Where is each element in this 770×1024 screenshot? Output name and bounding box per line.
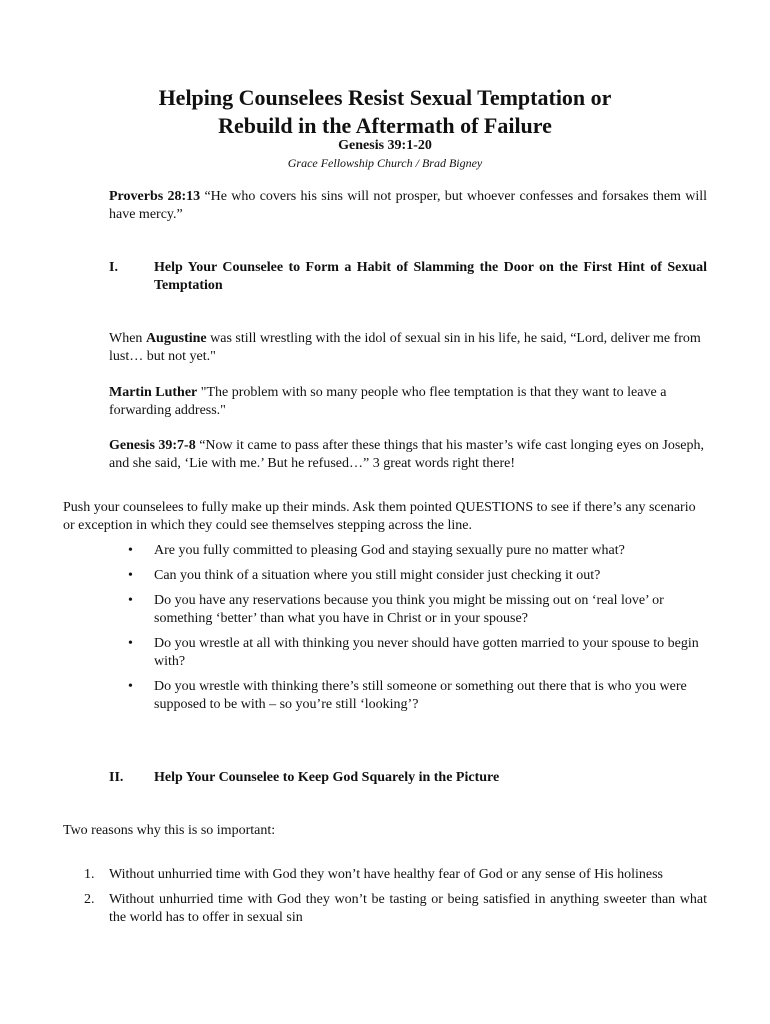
list-item <box>126 592 707 628</box>
list-item <box>126 635 707 671</box>
reasons-list <box>84 866 707 934</box>
push-paragraph: Push your counselees to fully make up their minds. Ask them pointed QUESTIONS to see if there’s any scenario or exception in which they could see themselves stepping across the line. <box>63 500 696 533</box>
augustine-paragraph <box>109 330 707 366</box>
reasons-intro: Two reasons why this is so important: <box>63 823 276 838</box>
scripture-reference: Genesis 39:1-20 <box>338 138 432 153</box>
proverbs-quote <box>109 188 707 224</box>
bullet-icon: • <box>128 568 133 583</box>
question-text: Are you fully committed to pleasing God and staying sexually pure no matter what? <box>154 543 625 558</box>
list-item <box>126 542 707 560</box>
list-item <box>126 567 707 585</box>
luther-text: "The problem with so many people who flee temptation is that they want to leave a forwarding address." <box>109 385 667 418</box>
question-list <box>126 542 707 721</box>
bullet-icon: • <box>128 543 133 558</box>
title-line-1: Helping Counselees Resist Sexual Temptation or <box>158 85 612 110</box>
reason-number: 1. <box>84 867 95 882</box>
byline: Grace Fellowship Church / Brad Bigney <box>287 156 483 170</box>
question-text: Do you wrestle with thinking there’s still someone or something out there that is who you were supposed to be with – so you’re still ‘looking’? <box>154 679 687 712</box>
genesis-ref: Genesis 39:7-8 <box>109 438 196 453</box>
bullet-icon: • <box>128 636 133 651</box>
list-item <box>84 891 707 927</box>
luther-paragraph <box>109 384 707 420</box>
section-1-title: Help Your Counselee to Form a Habit of Slamming the Door on the First Hint of Sexual Temptation <box>154 260 707 293</box>
reason-text: Without unhurried time with God they won’t be tasting or being satisfied in anything sweeter than what the world has to offer in sexual sin <box>109 892 707 925</box>
luther-name: Martin Luther <box>109 385 198 400</box>
bullet-icon: • <box>128 679 133 694</box>
list-item <box>84 866 707 884</box>
genesis-paragraph <box>109 437 707 473</box>
augustine-text: was still wrestling with the idol of sexual sin in his life, he said, “Lord, deliver me from lust… but not yet." <box>109 331 701 364</box>
proverbs-text: “He who covers his sins will not prosper, but whoever confesses and forsakes them will have mercy.” <box>109 189 708 222</box>
question-text: Do you wrestle at all with thinking you never should have gotten married to your spouse to begin with? <box>154 636 699 669</box>
section-1-number: I. <box>109 260 118 275</box>
augustine-name: Augustine <box>145 331 207 346</box>
section-2-number: II. <box>109 770 124 785</box>
reason-text: Without unhurried time with God they won’t have healthy fear of God or any sense of His holiness <box>109 867 664 882</box>
question-text: Do you have any reservations because you think you might be missing out on ‘real love’ or something ‘better’ than what you have in Christ or in your spouse? <box>154 593 664 626</box>
proverbs-ref: Proverbs 28:13 <box>109 189 201 204</box>
augustine-pre: When <box>109 331 146 346</box>
question-text: Can you think of a situation where you still might consider just checking it out? <box>154 568 601 583</box>
list-item <box>126 678 707 714</box>
title-line-2: Rebuild in the Aftermath of Failure <box>218 113 552 138</box>
document-title <box>0 84 770 140</box>
reason-number: 2. <box>84 892 95 907</box>
bullet-icon: • <box>128 593 133 608</box>
section-2-title: Help Your Counselee to Keep God Squarely in the Picture <box>154 770 500 785</box>
genesis-text: “Now it came to pass after these things that his master’s wife cast longing eyes on Joseph, and she said, ‘Lie with me.’ But he refused…” 3 great words right there! <box>109 438 705 471</box>
